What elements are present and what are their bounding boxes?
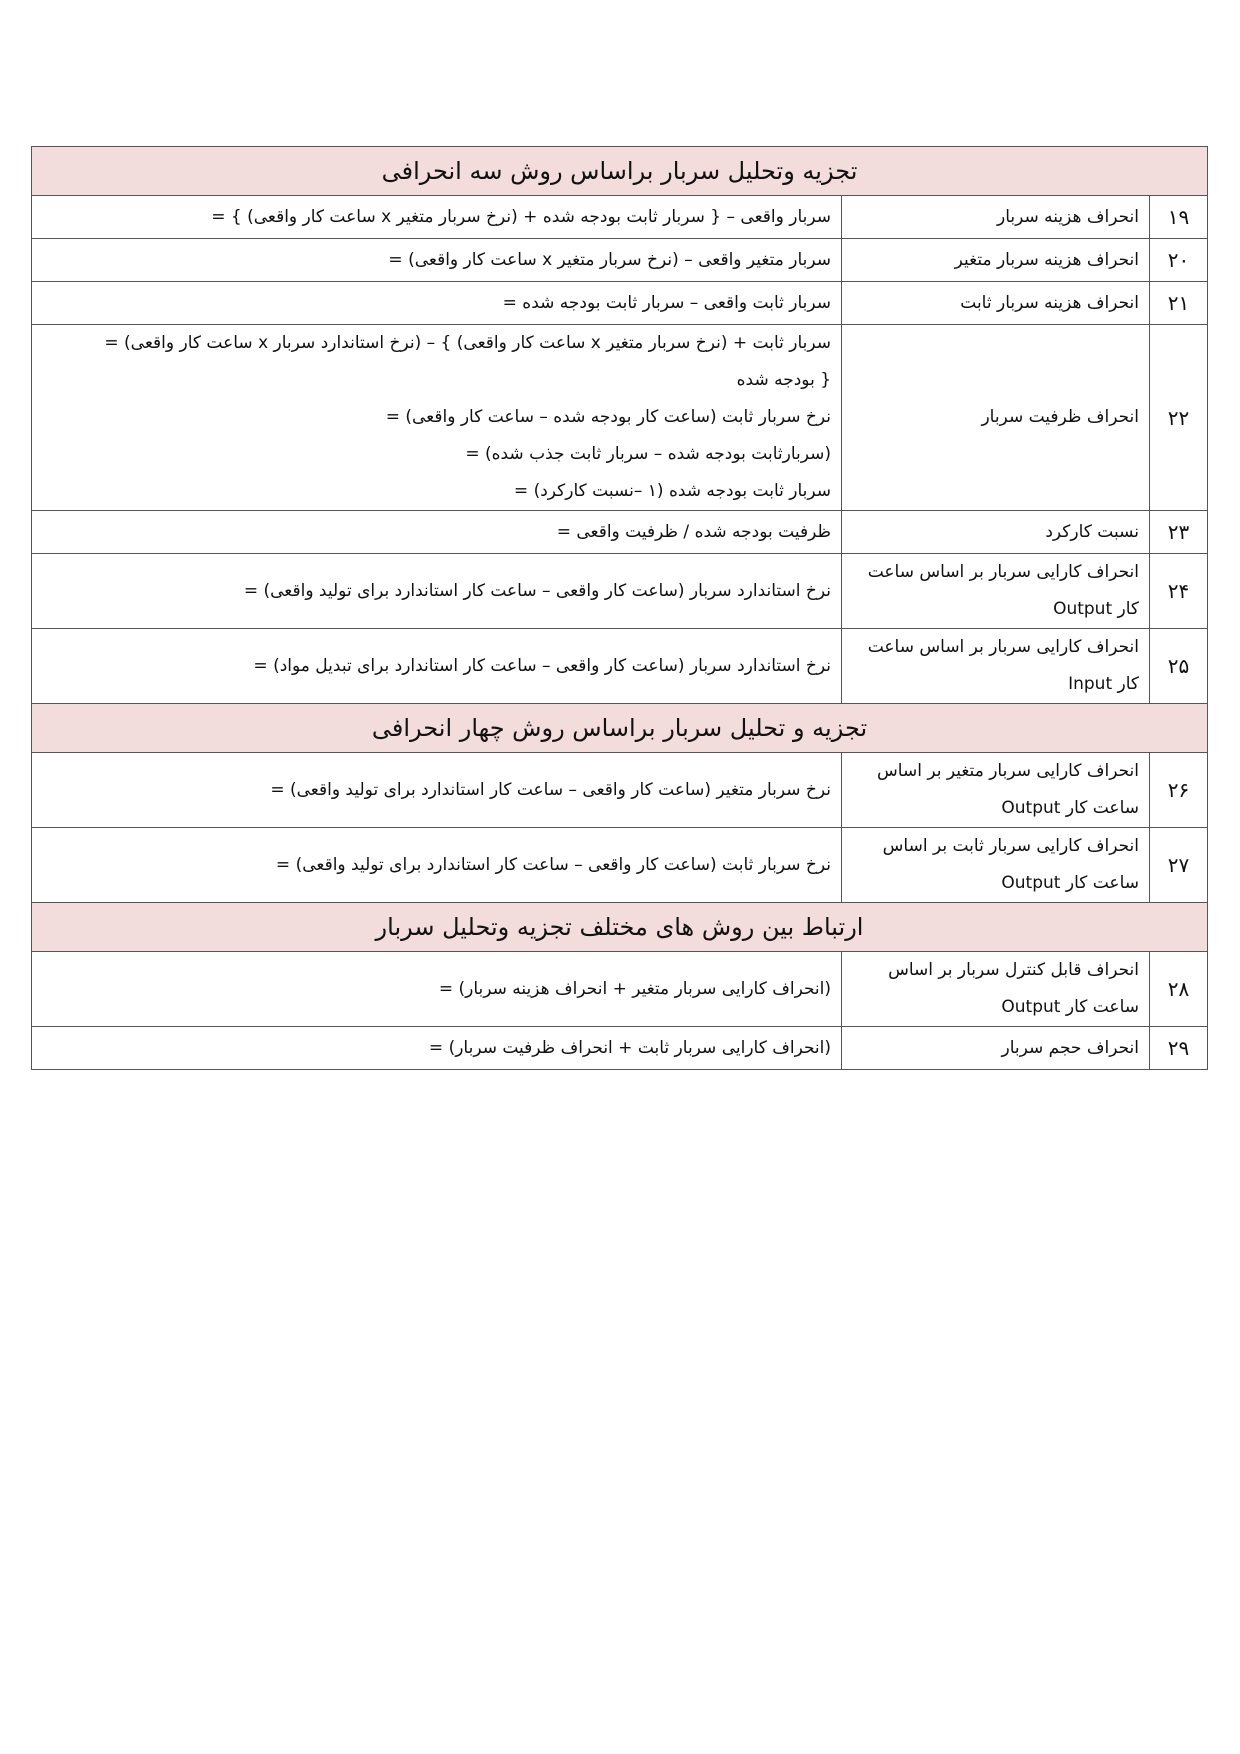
variance-name-line: انحراف کارایی سربار ثابت بر اساس	[882, 836, 1140, 856]
variance-name: انحراف هزینه سربار متغیر	[842, 239, 1150, 282]
formula-cell	[32, 554, 842, 629]
row-number: ۲۹	[1150, 1027, 1208, 1070]
section-title: تجزیه وتحلیل سربار براساس روش سه انحرافی	[32, 147, 1208, 196]
formula-line: سربار متغیر واقعی – (نرخ سربار متغیر x ساعت کار واقعی) =	[388, 249, 832, 270]
table-row	[32, 511, 1208, 554]
table-row	[32, 629, 1208, 704]
row-number: ۲۵	[1150, 629, 1208, 704]
row-number: ۲۳	[1150, 511, 1208, 554]
variance-name-line: انحراف کارایی سربار متغیر بر اساس	[877, 761, 1140, 781]
formula-line: سربار ثابت واقعی – سربار ثابت بودجه شده =	[502, 292, 832, 313]
variance-name: انحراف حجم سربار	[842, 1027, 1150, 1070]
table-row	[32, 282, 1208, 325]
section-title: ارتباط بین روش های مختلف تجزیه وتحلیل سربار	[32, 903, 1208, 952]
formula-cell	[32, 511, 842, 554]
formula-line: { بودجه شده	[736, 370, 832, 390]
variance-name-line: ساعت کار Output	[1001, 873, 1140, 893]
formula-line: نرخ سربار متغیر (ساعت کار واقعی – ساعت کار استاندارد برای تولید واقعی) =	[270, 779, 832, 800]
variance-name-line: انحراف قابل کنترل سربار بر اساس	[888, 960, 1140, 980]
variance-name: انحراف هزینه سربار ثابت	[842, 282, 1150, 325]
formula-line: نرخ استاندارد سربار (ساعت کار واقعی – ساعت کار استاندارد برای تولید واقعی) =	[243, 580, 832, 601]
table-row	[32, 1027, 1208, 1070]
formula-line: نرخ سربار ثابت (ساعت کار واقعی – ساعت کار استاندارد برای تولید واقعی) =	[275, 854, 832, 875]
section-title: تجزیه و تحلیل سربار براساس روش چهار انحرافی	[32, 704, 1208, 753]
table-body	[32, 147, 1208, 1070]
table-row	[32, 753, 1208, 828]
formula-cell	[32, 828, 842, 903]
variance-name	[842, 952, 1150, 1027]
overhead-variance-table	[31, 146, 1208, 1070]
row-number: ۲۴	[1150, 554, 1208, 629]
row-number: ۲۰	[1150, 239, 1208, 282]
section-header-row	[32, 903, 1208, 952]
table-row	[32, 196, 1208, 239]
formula-cell	[32, 196, 842, 239]
formula-line: (انحراف کارایی سربار ثابت + انحراف ظرفیت سربار) =	[428, 1037, 832, 1058]
variance-name: انحراف هزینه سربار	[842, 196, 1150, 239]
formula-line: ظرفیت بودجه شده / ظرفیت واقعی =	[556, 521, 832, 542]
row-number: ۲۸	[1150, 952, 1208, 1027]
variance-name: انحراف ظرفیت سربار	[842, 325, 1150, 511]
formula-cell	[32, 952, 842, 1027]
formula-cell	[32, 629, 842, 704]
variance-name-line: کار Input	[1068, 674, 1140, 694]
table-row	[32, 952, 1208, 1027]
formula-cell	[32, 239, 842, 282]
formula-line: نرخ استاندارد سربار (ساعت کار واقعی – ساعت کار استاندارد برای تبدیل مواد) =	[253, 655, 832, 676]
row-number: ۲۲	[1150, 325, 1208, 511]
section-header-row	[32, 147, 1208, 196]
row-number: ۱۹	[1150, 196, 1208, 239]
formula-cell	[32, 753, 842, 828]
variance-name	[842, 828, 1150, 903]
formula-line: نرخ سربار ثابت (ساعت کار بودجه شده – ساعت کار واقعی) =	[385, 407, 832, 427]
section-header-row	[32, 704, 1208, 753]
variance-name	[842, 629, 1150, 704]
variance-name-line: انحراف کارایی سربار بر اساس ساعت	[867, 562, 1140, 582]
formula-line: سربار واقعی – { سربار ثابت بودجه شده + (نرخ سربار متغیر x ساعت کار واقعی) } =	[211, 206, 832, 227]
variance-name-line: انحراف کارایی سربار بر اساس ساعت	[867, 637, 1140, 657]
row-number: ۲۷	[1150, 828, 1208, 903]
table-row	[32, 554, 1208, 629]
table-row	[32, 828, 1208, 903]
formula-line: سربار ثابت بودجه شده (۱ –نسبت کارکرد) =	[513, 481, 832, 501]
row-number: ۲۶	[1150, 753, 1208, 828]
variance-name-line: ساعت کار Output	[1001, 997, 1140, 1017]
formula-line: (انحراف کارایی سربار متغیر + انحراف هزینه سربار) =	[438, 978, 832, 999]
variance-name-line: کار Output	[1053, 599, 1140, 619]
variance-name	[842, 554, 1150, 629]
variance-name-line: ساعت کار Output	[1001, 798, 1140, 818]
formula-line: (سربارثابت بودجه شده – سربار ثابت جذب شده) =	[465, 444, 832, 464]
variance-name	[842, 753, 1150, 828]
row-number: ۲۱	[1150, 282, 1208, 325]
formula-cell	[32, 325, 842, 511]
formula-line: سربار ثابت + (نرخ سربار متغیر x ساعت کار واقعی) } – (نرخ استاندارد سربار x ساعت کار واقعی) =	[104, 333, 832, 353]
table-row	[32, 325, 1208, 511]
formula-cell	[32, 282, 842, 325]
formula-cell	[32, 1027, 842, 1070]
variance-name: نسبت کارکرد	[842, 511, 1150, 554]
table-row	[32, 239, 1208, 282]
